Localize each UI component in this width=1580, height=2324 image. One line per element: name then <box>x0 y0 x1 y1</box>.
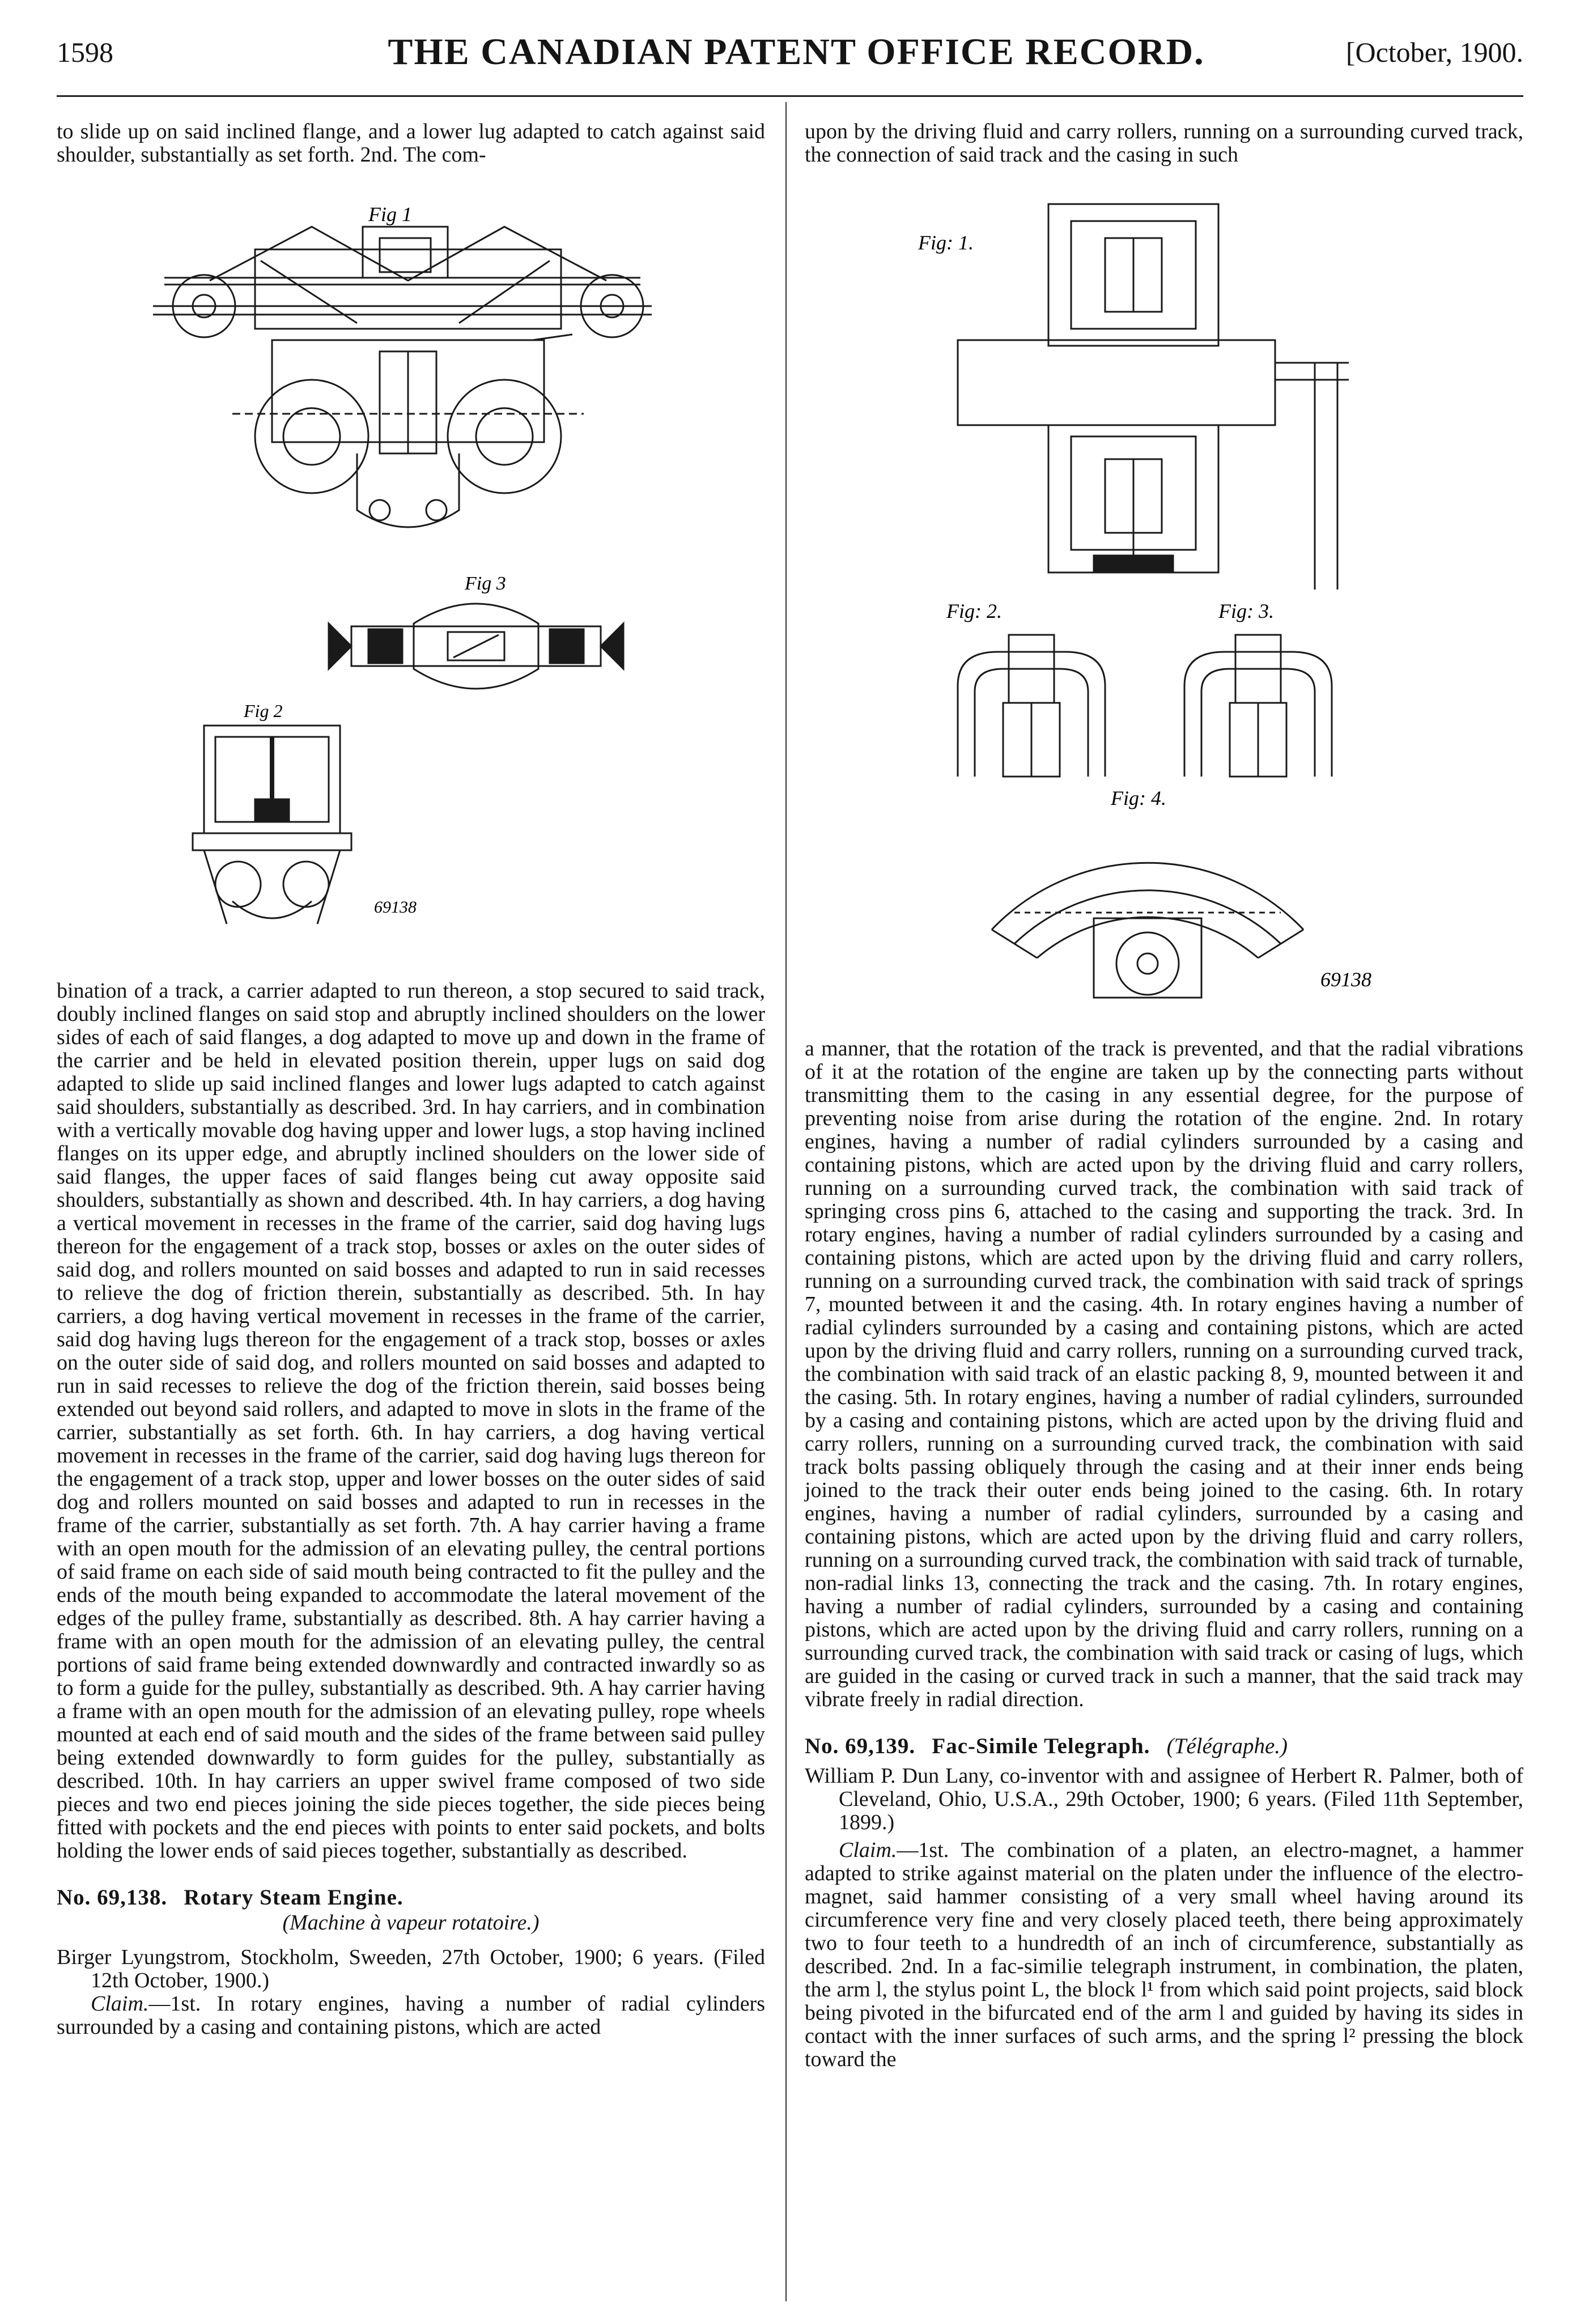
right-fig-number-text: 69138 <box>1320 968 1371 991</box>
rotary-engine-claims: a manner, that the rotation of the track is prevented, and that the radial vibrations of it at the rotation of the engine are taken up by the connecting parts without transmitting them to the casing in any essential degree, for the purpose of preventing noise from arise during the rotation of the engine. 2nd. In rotary engines, having a number of radial cylinders surrounded by a casing and containing pistons, which are acted upon by the driving fluid and carry rollers, running on a surrounding curved track, the combination with said track of springing cross pins 6, attached to the casing and supporting the track. 3rd. In rotary engines, having a number of radial cylinders surrounded by a casing and containing pistons, which are acted upon by the driving fluid and carry rollers, running on a surrounding curved track, the combination with said track of springs 7, mounted between it and the casing. 4th. In rotary engines having a number of radial cylinders surrounded by a casing and containing pistons, which are acted upon by the driving fluid and carry rollers, running on a surrounding curved track, the combination with said track of an elastic packing 8, 9, mounted between it and the casing. 5th. In rotary engines, having a number of radial cylinders, surrounded by a casing and containing pistons, which are acted upon by the driving fluid and carry rollers, running on a surrounding curved track, the combination with said track bolts passing obliquely through the casing and at their inner ends being joined to the track their outer ends being joined to the casing. 6th. In rotary engines, having a number of radial cylinders, surrounded by a casing and containing pistons, which are acted upon by the driving fluid and carry rollers, running on a surrounding curved track, the combination with said track of turnable, non-radial links 13, connecting the track and the casing. 7th. In rotary engines, having a number of radial cylinders, surrounded by a casing and containing pistons, which are acted upon by the driving fluid and carry rollers, running on a surrounding curved track, the combination with said track or casing of lugs, which are guided in the casing or curved track in such a manner, that the said track may vibrate freely in radial direction. <box>805 1037 1523 1711</box>
rotary-engine-fig1-drawing <box>907 193 1371 590</box>
patent-69138-claim-label: Claim. <box>91 1992 149 2016</box>
patent-69138-title: Rotary Steam Engine. <box>184 1885 404 1910</box>
right-column-claims <box>805 1037 1523 2071</box>
publication-title: THE CANADIAN PATENT OFFICE RECORD. <box>388 31 1205 73</box>
issue-date: [October, 1900. <box>1345 36 1523 68</box>
rotary-engine-figure-1 <box>907 193 1371 590</box>
header-rule <box>57 95 1523 97</box>
patent-69139-heading <box>805 1733 1523 1760</box>
rotary-engine-fig4-drawing <box>952 782 1462 1020</box>
hay-carrier-fig2-drawing <box>181 697 363 947</box>
patent-69139-number: No. 69,139. <box>805 1734 916 1758</box>
left-top-text: to slide up on said inclined flange, and a lower lug adapted to catch against said shoulder, substantially as set forth. 2nd. The com- <box>57 120 765 167</box>
fig1-label: Fig 1 <box>368 203 412 226</box>
right-fig3-label: Fig: 3. <box>1218 600 1274 622</box>
fig3-label: Fig 3 <box>465 573 506 594</box>
patent-69138-heading <box>57 1884 765 1911</box>
patent-69139-inventor: William P. Dun Lany, co-inventor with and assignee of Herbert R. Palmer, both of Cleveland, Ohio, U.S.A., 29th October, 1900; 6 years. (Filed 11th September, 1899.) <box>805 1764 1523 1834</box>
left-column-top <box>57 120 765 167</box>
rotary-engine-figures-2-3 <box>924 590 1377 805</box>
page-number: 1598 <box>57 36 113 68</box>
patent-69138-french: (Machine à vapeur rotatoire.) <box>282 1911 540 1935</box>
patent-69139-claim-text: —1st. The combination of a platen, an electro-magnet, a hammer adapted to strike against material on the platen under the influence of the electro-magnet, said hammer consisting of a very small wheel having around its circumference very fine and very closely placed teeth, there being approximately two to four teeth to a hundredth of an inch of circumference, substantially as described. 2nd. In a fac-similie telegraph instrument, in combination, the platen, the arm l, the stylus point L, the block l¹ from which said point projects, said block being pivoted in the bifurcated end of the arm l and guided by having its sides in contact with the inner surfaces of such arms, and the spring l² pressing the block toward the <box>805 1838 1523 2071</box>
hay-carrier-figure-1 <box>142 193 680 544</box>
right-fig4-label: Fig: 4. <box>1111 787 1166 809</box>
fig2-label: Fig 2 <box>244 701 283 721</box>
patent-69139-title: Fac-Simile Telegraph. <box>932 1734 1150 1758</box>
rotary-engine-fig2-fig3-drawing <box>924 590 1377 805</box>
left-fig-number-text: 69138 <box>374 898 417 917</box>
left-figure-number <box>368 890 448 924</box>
hay-carrier-fig3-drawing <box>317 567 635 737</box>
column-divider <box>785 102 787 2301</box>
rotary-engine-figure-4 <box>952 782 1462 1020</box>
hay-carrier-figure-3 <box>317 567 635 737</box>
right-top-text: upon by the driving fluid and carry rollers, running on a surrounding curved track, the connection of said track and the casing in such <box>805 120 1523 167</box>
right-fig2-label: Fig: 2. <box>946 600 1002 622</box>
patent-69138-claim-text: —1st. In rotary engines, having a number of radial cylinders surrounded by a casing and containing pistons, which are acted <box>57 1992 765 2039</box>
right-column-top <box>805 120 1523 167</box>
patent-69139-french: (Télégraphe.) <box>1166 1734 1288 1758</box>
patent-69139-claim-label: Claim. <box>839 1838 897 1862</box>
patent-69139-claim <box>805 1839 1523 2071</box>
hay-carrier-fig1-drawing <box>142 193 680 544</box>
right-fig1-label: Fig: 1. <box>918 231 974 254</box>
patent-69138-claim <box>57 1992 765 2039</box>
patent-69138-number: No. 69,138. <box>57 1885 168 1910</box>
left-column-claims <box>57 979 765 2039</box>
hay-carrier-figure-2 <box>181 697 363 947</box>
patent-69138-inventor: Birger Lyungstrom, Stockholm, Sweeden, 27th October, 1900; 6 years. (Filed 12th October, 1900.) <box>57 1945 765 1992</box>
hay-carrier-claims: bination of a track, a carrier adapted to run thereon, a stop secured to said track, doubly inclined flanges on said stop and abruptly inclined shoulders on the lower sides of each of said flanges, a dog adapted to move up and down in the frame of the carrier and be held in elevated position therein, upper lugs on said dog adapted to slide up said inclined flanges and lower lugs adapted to catch against said shoulders, substantially as described. 3rd. In hay carriers, and in combination with a vertically movable dog having upper and lower lugs, a stop having inclined flanges on its upper edge, and abruptly inclined shoulders on the lower side of said flanges, the upper faces of said flanges being cut away opposite said shoulders, substantially as shown and described. 4th. In hay carriers, a dog having a vertical movement in recesses in the frame of the carrier, said dog having lugs thereon for the engagement of a track stop, bosses or axles on the outer sides of said dog, and rollers mounted on said bosses and adapted to run in said recesses to relieve the dog of friction therein, substantially as described. 5th. In hay carriers, a dog having vertical movement in recesses in the frame of the carrier, said dog having lugs thereon for the engagement of a track stop, bosses or axles on the outer side of said dog, and rollers mounted on said bosses and adapted to run in said recesses to relieve the dog of the friction therein, said bosses being extended out beyond said rollers, and adapted to move in slots in the frame of the carrier, substantially as set forth. 6th. In hay carriers, a dog having vertical movement in recesses in the frame of the carrier, said dog having lugs thereon for the engagement of a track stop, upper and lower bosses on the outer sides of said dog and rollers mounted on said bosses and adapted to run in recesses in the frame of the carrier, substantially as set forth. 7th. A hay carrier having a frame with an open mouth for the admission of an elevating pulley, the central portions of said frame on each side of said mouth being contracted to fit the pulley and the ends of the mouth being expanded to accommodate the lateral movement of the edges of the pulley frame, substantially as described. 8th. A hay carrier having a frame with an open mouth for the admission of an elevating pulley, the central portions of said frame being extended downwardly and contracted inwardly so as to form a guide for the pulley, substantially as described. 9th. A hay carrier having a frame with an open mouth for the admission of an elevating pulley, rope wheels mounted at each end of said mouth and the sides of the frame between said pulley being extended downwardly to form guides for the pulley, substantially as described. 10th. In hay carriers an upper swivel frame composed of two side pieces and two end pieces joining the side pieces together, the side pieces being fitted with pockets and the end pieces with points to enter said pockets, and bolts holding the lower ends of said pieces together, substantially as described. <box>57 979 765 1863</box>
